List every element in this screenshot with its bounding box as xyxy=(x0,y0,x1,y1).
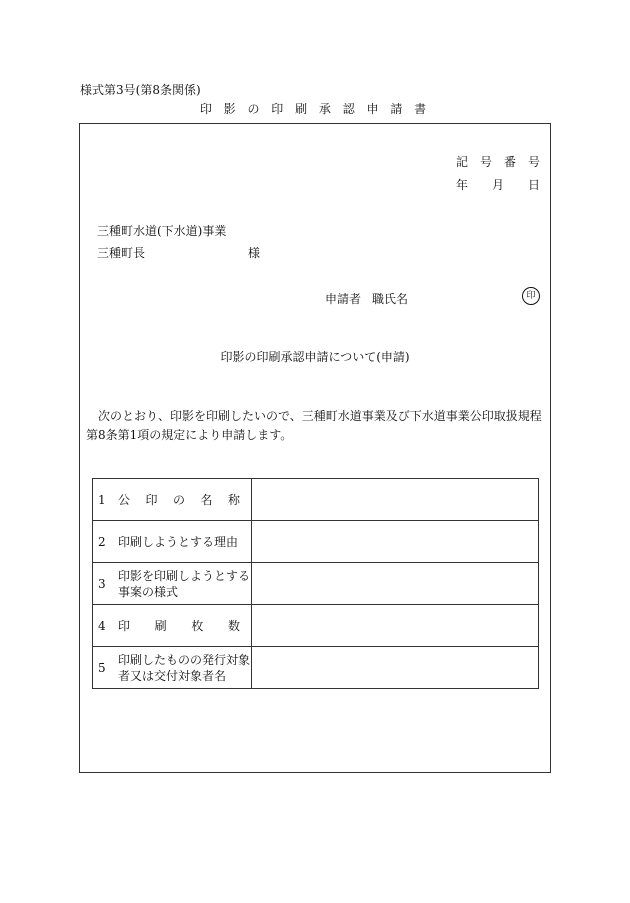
table-row xyxy=(93,605,539,647)
row-number: 2 xyxy=(98,534,106,549)
addressee-honorific: 様 xyxy=(248,246,261,260)
row-number: 3 xyxy=(98,576,106,591)
row-value-field[interactable] xyxy=(252,563,539,605)
table-row xyxy=(93,521,539,563)
row-label-cell xyxy=(93,521,252,563)
row-label-cell xyxy=(93,563,252,605)
row-value-field[interactable] xyxy=(252,605,539,647)
body-text: 次のとおり、印影を印刷したいので、三種町水道事業及び下水道事業公印取扱規程第8条第1項の規定により申請します。 xyxy=(86,409,542,442)
row-number: 5 xyxy=(98,660,106,675)
table-row xyxy=(93,563,539,605)
row-label: 公 印 の 名 称 xyxy=(118,492,240,507)
date-label: 年 月 日 xyxy=(456,178,541,192)
row-label: 印影を印刷しようとする 事案の様式 xyxy=(118,568,251,599)
record-number-label: 記 号 番 号 xyxy=(456,155,541,169)
row-value-field[interactable] xyxy=(252,521,539,563)
row-value-field[interactable] xyxy=(252,647,539,689)
addressee-organization: 三種町水道(下水道)事業 xyxy=(97,224,227,238)
row-number: 4 xyxy=(98,618,106,633)
applicant-label: 申請者 xyxy=(325,292,362,306)
table-row xyxy=(93,647,539,689)
row-label: 印刷しようとする理由 xyxy=(118,534,239,549)
row-number: 1 xyxy=(98,492,106,507)
row-label-cell xyxy=(93,647,252,689)
addressee-name: 三種町長 xyxy=(97,246,146,260)
table-row xyxy=(93,479,539,521)
seal-mark-icon: 印 xyxy=(522,287,540,305)
document-title: 印 影 の 印 刷 承 認 申 請 書 xyxy=(199,102,431,116)
subject-line: 印影の印刷承認申請について(申請) xyxy=(220,350,410,364)
row-value-field[interactable] xyxy=(252,479,539,521)
row-label: 印 刷 枚 数 xyxy=(118,618,240,633)
row-label-cell xyxy=(93,479,252,521)
applicant-name-field-label: 職氏名 xyxy=(372,292,409,306)
form-number: 様式第3号(第8条関係) xyxy=(80,83,201,97)
application-details-table xyxy=(92,478,539,689)
row-label: 印刷したものの発行対象 者又は交付対象者名 xyxy=(118,652,251,683)
row-label-cell xyxy=(93,605,252,647)
